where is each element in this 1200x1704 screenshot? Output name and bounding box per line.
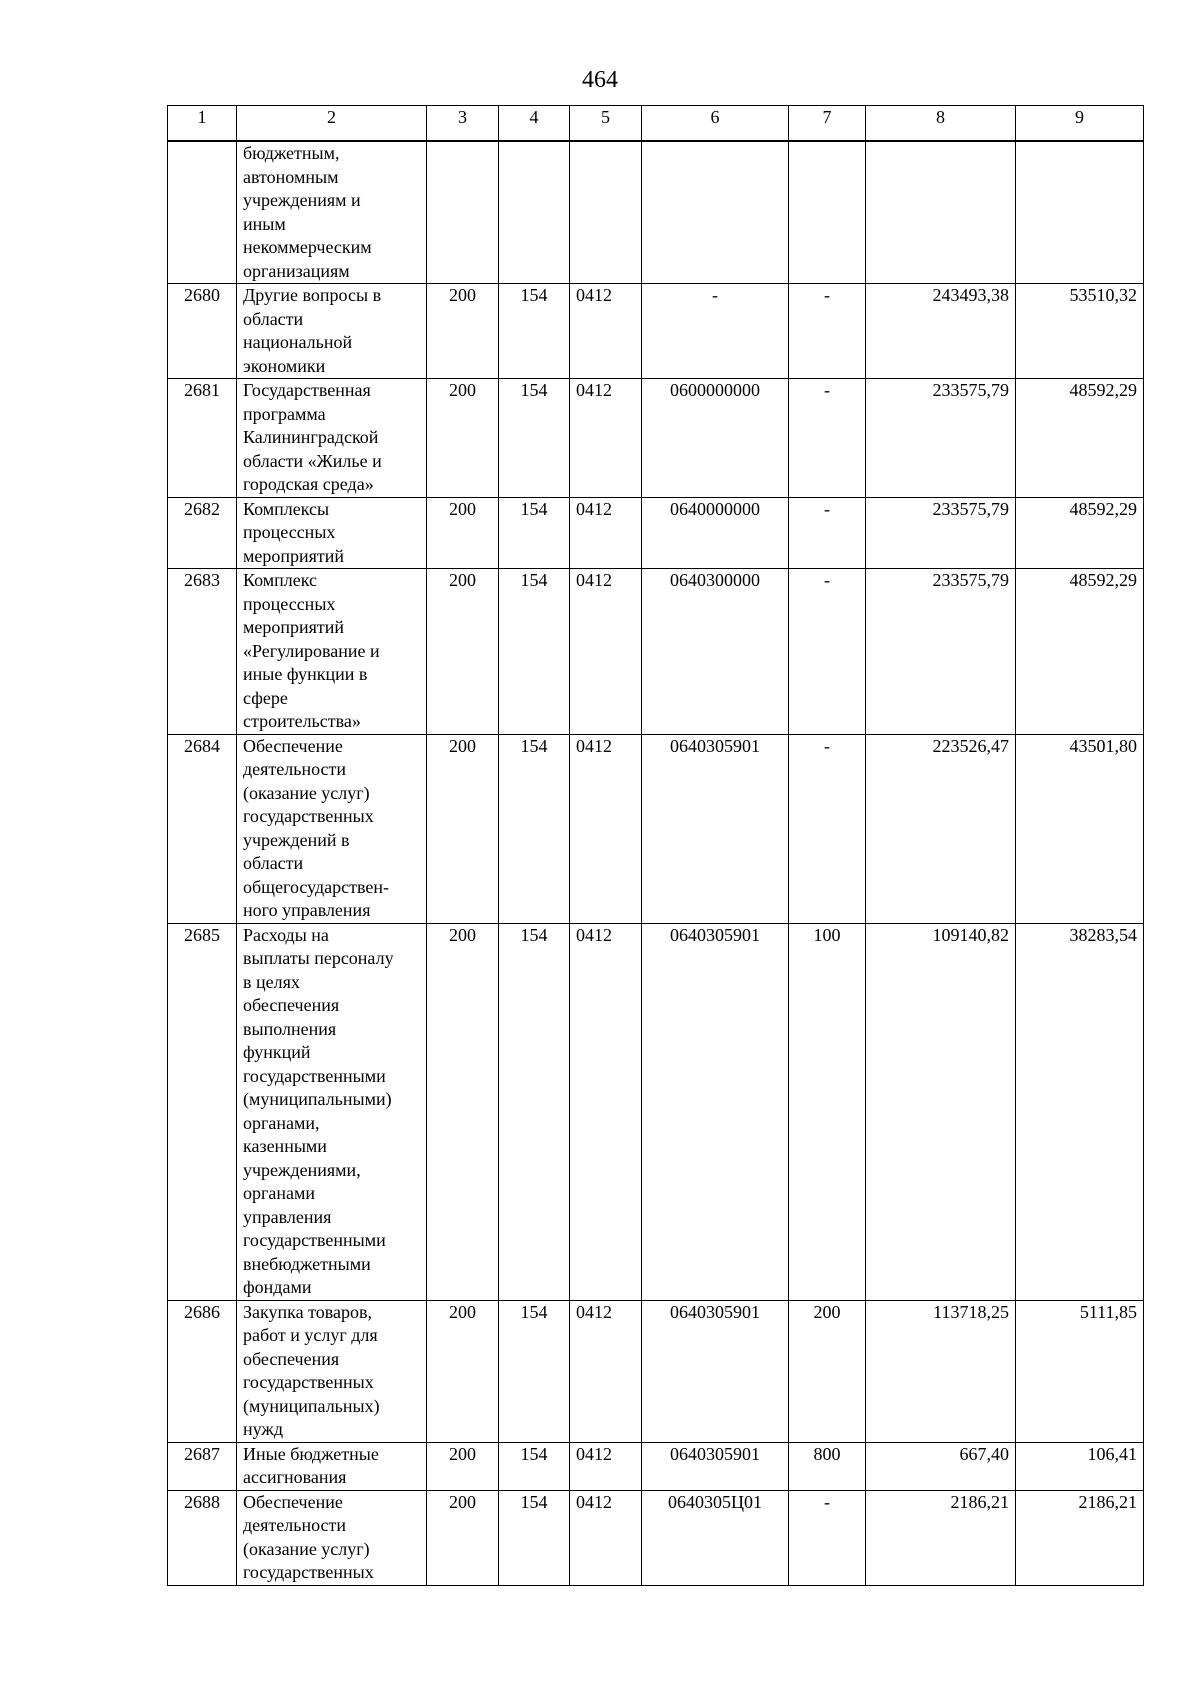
section-code-cell: 0412 — [570, 1442, 642, 1490]
description-line: деятельности — [243, 1515, 347, 1535]
code-cell-3: 200 — [427, 497, 499, 569]
row-number-cell: 2680 — [168, 284, 237, 379]
description-line: работ и услуг для — [243, 1325, 378, 1345]
section-code-cell: 0412 — [570, 569, 642, 735]
description-line: фондами — [243, 1277, 312, 1297]
description-line: органами, — [243, 1112, 320, 1133]
description-line: Калининградской — [243, 427, 379, 447]
table-body — [168, 141, 1144, 1585]
amount-cell-8: 2186,21 — [866, 1490, 1016, 1585]
target-code-cell: 0600000000 — [642, 379, 789, 498]
code-cell-3 — [427, 141, 499, 284]
amount-cell-8: 109140,82 — [866, 923, 1016, 1300]
column-header: 8 — [866, 106, 1016, 142]
expense-type-cell: - — [789, 379, 866, 498]
table-row — [168, 1300, 1144, 1442]
description-line: обеспечения — [243, 1348, 340, 1369]
code-cell-3: 200 — [427, 734, 499, 923]
description-line: мероприятий — [243, 545, 345, 566]
expense-type-cell: - — [789, 1490, 866, 1585]
description-line: государственными — [243, 1230, 386, 1250]
description-line: Закупка товаров, — [243, 1301, 372, 1322]
description-line: некоммерческим — [243, 237, 372, 257]
code-cell-4: 154 — [499, 569, 570, 735]
section-code-cell: 0412 — [570, 379, 642, 498]
code-cell-3: 200 — [427, 923, 499, 1300]
row-number-cell: 2684 — [168, 734, 237, 923]
description-line: области — [243, 853, 304, 873]
expense-type-cell: - — [789, 497, 866, 569]
code-cell-3: 200 — [427, 284, 499, 379]
description-line: организациям — [243, 260, 350, 281]
description-line: мероприятий — [243, 617, 345, 637]
description-line: строительства» — [243, 711, 361, 731]
expense-type-cell: 200 — [789, 1300, 866, 1442]
description-line: государственных — [243, 806, 374, 826]
description-line: Обеспечение — [243, 735, 343, 756]
description-line: функций — [243, 1042, 311, 1062]
table-row — [168, 141, 1144, 284]
amount-cell-8: 113718,25 — [866, 1300, 1016, 1442]
amount-cell-8: 233575,79 — [866, 379, 1016, 498]
description-line: «Регулирование и — [243, 640, 380, 661]
description-line: экономики — [243, 355, 326, 376]
description-line: автономным — [243, 166, 339, 187]
description-line: учреждений в — [243, 829, 350, 850]
code-cell-4: 154 — [499, 284, 570, 379]
section-code-cell: 0412 — [570, 1490, 642, 1585]
code-cell-4: 154 — [499, 923, 570, 1300]
section-code-cell: 0412 — [570, 1300, 642, 1442]
row-number-cell — [168, 141, 237, 284]
amount-cell-9: 38283,54 — [1016, 923, 1144, 1300]
description-cell — [237, 284, 427, 379]
column-header: 1 — [168, 106, 237, 142]
code-cell-4: 154 — [499, 1442, 570, 1490]
target-code-cell — [642, 141, 789, 284]
code-cell-3: 200 — [427, 1442, 499, 1490]
column-header: 7 — [789, 106, 866, 142]
code-cell-4: 154 — [499, 1490, 570, 1585]
target-code-cell: 0640305901 — [642, 1300, 789, 1442]
description-line: Комплексы — [243, 498, 330, 519]
description-line: нужд — [243, 1419, 283, 1439]
column-header: 6 — [642, 106, 789, 142]
target-code-cell: - — [642, 284, 789, 379]
amount-cell-9: 43501,80 — [1016, 734, 1144, 923]
description-line: казенными — [243, 1136, 327, 1156]
code-cell-3: 200 — [427, 379, 499, 498]
table-row — [168, 379, 1144, 498]
description-cell — [237, 1490, 427, 1585]
description-line: Обеспечение — [243, 1491, 343, 1512]
section-code-cell — [570, 141, 642, 284]
description-line: внебюджетными — [243, 1253, 371, 1274]
amount-cell-9: 48592,29 — [1016, 569, 1144, 735]
description-line: области «Жилье и — [243, 450, 382, 471]
amount-cell-8: 243493,38 — [866, 284, 1016, 379]
amount-cell-9: 106,41 — [1016, 1442, 1144, 1490]
row-number-cell: 2685 — [168, 923, 237, 1300]
description-line: (муниципальных) — [243, 1395, 380, 1416]
section-code-cell: 0412 — [570, 923, 642, 1300]
description-line: Комплекс — [243, 570, 318, 590]
column-header: 9 — [1016, 106, 1144, 142]
description-line: области — [243, 308, 304, 329]
description-line: городская среда» — [243, 474, 374, 494]
budget-table — [167, 105, 1144, 1586]
row-number-cell: 2687 — [168, 1442, 237, 1490]
table-row — [168, 284, 1144, 379]
code-cell-4: 154 — [499, 1300, 570, 1442]
description-line: учреждениям и — [243, 190, 361, 210]
target-code-cell: 0640305901 — [642, 1442, 789, 1490]
section-code-cell: 0412 — [570, 734, 642, 923]
code-cell-4 — [499, 141, 570, 284]
expense-type-cell: - — [789, 734, 866, 923]
amount-cell-9 — [1016, 141, 1144, 284]
table-row — [168, 1442, 1144, 1490]
target-code-cell: 0640300000 — [642, 569, 789, 735]
amount-cell-9: 48592,29 — [1016, 497, 1144, 569]
description-line: учреждениями, — [243, 1159, 361, 1180]
description-line: сфере — [243, 687, 288, 708]
description-line: Иные бюджетные — [243, 1443, 379, 1464]
table-row — [168, 569, 1144, 735]
amount-cell-8: 667,40 — [866, 1442, 1016, 1490]
row-number-cell: 2683 — [168, 569, 237, 735]
description-line: органами — [243, 1183, 316, 1203]
table-row — [168, 923, 1144, 1300]
expense-type-cell: - — [789, 569, 866, 735]
description-cell — [237, 497, 427, 569]
description-line: (муниципальными) — [243, 1089, 392, 1109]
description-line: бюджетным, — [243, 143, 340, 163]
table-row — [168, 497, 1144, 569]
description-line: государственных — [243, 1562, 374, 1582]
description-line: государственных — [243, 1372, 374, 1392]
description-cell — [237, 923, 427, 1300]
column-header: 5 — [570, 106, 642, 142]
target-code-cell: 0640305901 — [642, 923, 789, 1300]
description-line: выплаты персоналу — [243, 948, 394, 968]
description-cell — [237, 734, 427, 923]
description-line: национальной — [243, 332, 353, 352]
description-line: процессных — [243, 593, 336, 614]
column-header: 3 — [427, 106, 499, 142]
description-line: иные функции в — [243, 664, 368, 684]
row-number-cell: 2686 — [168, 1300, 237, 1442]
section-code-cell: 0412 — [570, 497, 642, 569]
code-cell-3: 200 — [427, 569, 499, 735]
amount-cell-9: 2186,21 — [1016, 1490, 1144, 1585]
description-line: управления — [243, 1206, 332, 1227]
section-code-cell: 0412 — [570, 284, 642, 379]
description-cell — [237, 141, 427, 284]
description-line: в целях — [243, 971, 300, 992]
description-line: Государственная — [243, 380, 371, 400]
row-number-cell: 2688 — [168, 1490, 237, 1585]
code-cell-3: 200 — [427, 1300, 499, 1442]
description-line: обеспечения — [243, 995, 340, 1015]
description-line: ассигнования — [243, 1467, 347, 1487]
code-cell-3: 200 — [427, 1490, 499, 1585]
description-line: процессных — [243, 522, 336, 542]
code-cell-4: 154 — [499, 497, 570, 569]
column-header: 2 — [237, 106, 427, 142]
description-line: государственными — [243, 1065, 386, 1086]
row-number-cell: 2682 — [168, 497, 237, 569]
code-cell-4: 154 — [499, 379, 570, 498]
description-line: ного управления — [243, 900, 371, 920]
code-cell-4: 154 — [499, 734, 570, 923]
description-cell — [237, 1300, 427, 1442]
description-line: выполнения — [243, 1018, 337, 1039]
description-line: общегосударствен- — [243, 876, 390, 897]
description-line: Расходы на — [243, 924, 329, 945]
amount-cell-8: 233575,79 — [866, 569, 1016, 735]
description-line: иным — [243, 213, 286, 234]
page-number: 464 — [582, 67, 618, 93]
expense-type-cell: 100 — [789, 923, 866, 1300]
amount-cell-8: 223526,47 — [866, 734, 1016, 923]
target-code-cell: 0640305901 — [642, 734, 789, 923]
expense-type-cell — [789, 141, 866, 284]
description-line: программа — [243, 403, 326, 424]
target-code-cell: 0640000000 — [642, 497, 789, 569]
description-line: (оказание услуг) — [243, 782, 370, 803]
description-cell — [237, 379, 427, 498]
amount-cell-8: 233575,79 — [866, 497, 1016, 569]
description-cell — [237, 1442, 427, 1490]
table-row — [168, 734, 1144, 923]
amount-cell-9: 5111,85 — [1016, 1300, 1144, 1442]
description-line: (оказание услуг) — [243, 1538, 370, 1559]
expense-type-cell: - — [789, 284, 866, 379]
description-line: Другие вопросы в — [243, 285, 382, 305]
target-code-cell: 0640305Ц01 — [642, 1490, 789, 1585]
header-row — [168, 106, 1144, 142]
amount-cell-8 — [866, 141, 1016, 284]
expense-type-cell: 800 — [789, 1442, 866, 1490]
description-cell — [237, 569, 427, 735]
row-number-cell: 2681 — [168, 379, 237, 498]
description-line: деятельности — [243, 759, 347, 779]
table-row — [168, 1490, 1144, 1585]
column-header: 4 — [499, 106, 570, 142]
amount-cell-9: 53510,32 — [1016, 284, 1144, 379]
amount-cell-9: 48592,29 — [1016, 379, 1144, 498]
